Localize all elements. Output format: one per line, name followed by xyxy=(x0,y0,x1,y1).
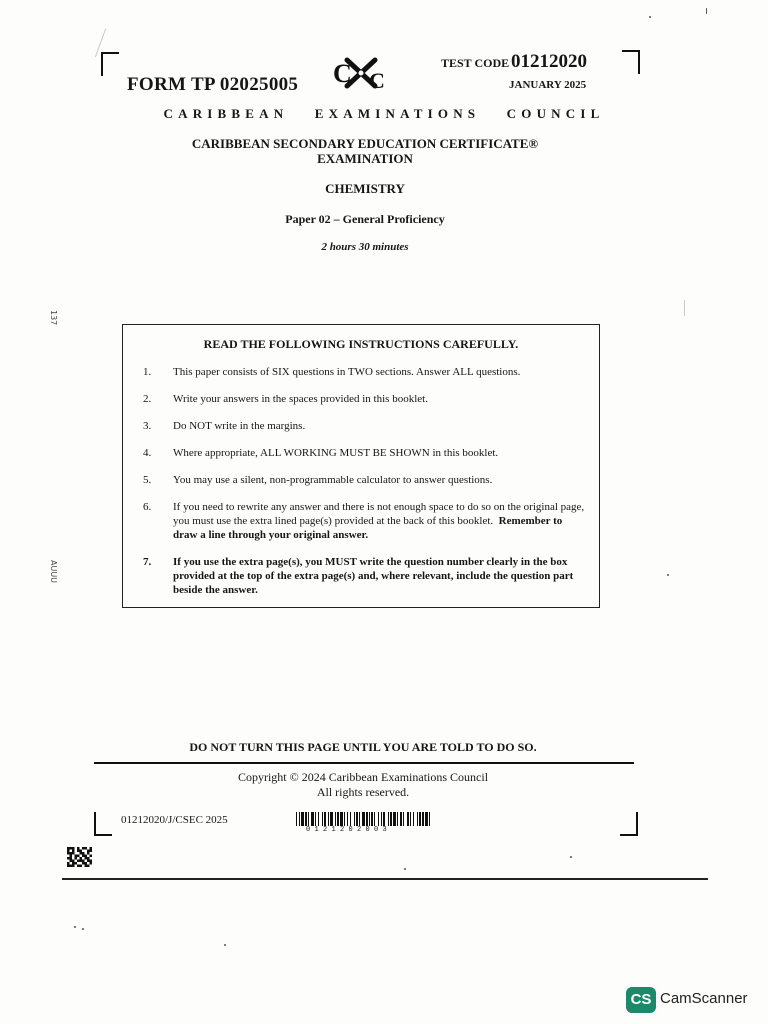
do-not-turn-warning: DO NOT TURN THIS PAGE UNTIL YOU ARE TOLD TO DO SO. xyxy=(189,740,537,754)
instruction-text-plain: If you need to rewrite any answer and there is not enough space to do so on the original page, you must use the extra lined page(s) provided at the back of this booklet. xyxy=(173,501,585,527)
camscanner-logo-icon: CS xyxy=(626,987,656,1013)
instruction-text: If you use the extra page(s), you MUST write the question number clearly in the box provided at the top of the extra page(s) and, where relevant, include the question part beside the answer. xyxy=(173,556,574,596)
qr-code-icon xyxy=(67,847,92,867)
instruction-number: 1. xyxy=(143,366,152,378)
instruction-text: Where appropriate, ALL WORKING MUST BE SHOWN in this booklet. xyxy=(173,447,499,459)
subject-title: CHEMISTRY xyxy=(325,181,405,196)
certificate-subtitle: EXAMINATION xyxy=(317,151,413,166)
exam-date: JANUARY 2025 xyxy=(509,79,587,91)
instruction-number: 5. xyxy=(143,474,152,486)
svg-text:C: C xyxy=(369,68,385,92)
page-bottom-edge xyxy=(62,878,708,880)
scan-speck xyxy=(570,856,572,858)
instruction-text: Do NOT write in the margins. xyxy=(173,420,306,432)
instruction-text: You may use a silent, non-programmable calculator to answer questions. xyxy=(173,474,493,486)
scan-speck xyxy=(706,8,707,14)
corner-mark-top-left xyxy=(101,52,119,76)
copyright-notice: Copyright © 2024 Caribbean Examinations Council xyxy=(237,770,489,784)
instructions-heading: READ THE FOLLOWING INSTRUCTIONS CAREFULLY. xyxy=(203,337,519,351)
scan-speck xyxy=(667,574,669,576)
scan-artifact xyxy=(684,300,685,316)
exam-duration: 2 hours 30 minutes xyxy=(321,241,409,253)
barcode-number: 0121202003 xyxy=(306,826,392,834)
scan-speck xyxy=(404,868,406,870)
footer-divider xyxy=(94,762,634,764)
instruction-number: 4. xyxy=(143,447,152,459)
form-code: FORM TP 02025005 xyxy=(127,74,299,95)
council-name: CARIBBEAN EXAMINATIONS COUNCIL xyxy=(163,106,605,121)
instruction-number: 2. xyxy=(143,393,152,405)
instruction-number: 3. xyxy=(143,420,152,432)
svg-text:C: C xyxy=(333,59,352,88)
camscanner-label: CamScanner xyxy=(660,990,748,1007)
margin-mark: 137 xyxy=(49,310,58,326)
corner-mark-top-right xyxy=(622,50,640,74)
test-code-label: TEST CODE xyxy=(441,56,510,70)
cxc-logo xyxy=(331,54,389,97)
paper-code: 01212020/J/CSEC 2025 xyxy=(121,814,228,826)
scan-speck xyxy=(74,926,76,928)
corner-mark-bottom-right xyxy=(620,812,638,836)
instruction-number: 6. xyxy=(143,501,152,513)
instruction-text-emphasis: Remember to draw a line through your original answer. xyxy=(173,515,563,541)
test-code-value: 01212020 xyxy=(511,51,587,72)
corner-mark-bottom-left xyxy=(94,812,112,836)
instruction-text xyxy=(173,500,585,542)
scan-speck xyxy=(82,928,84,930)
paper-title: Paper 02 – General Proficiency xyxy=(285,212,445,226)
scan-speck xyxy=(224,944,226,946)
scan-speck xyxy=(649,16,651,18)
margin-mark: AUUU xyxy=(49,560,58,584)
instruction-text: This paper consists of SIX questions in TWO sections. Answer ALL questions. xyxy=(173,366,521,378)
rights-notice: All rights reserved. xyxy=(316,785,410,799)
instructions-box xyxy=(122,324,600,608)
instruction-text: Write your answers in the spaces provided in this booklet. xyxy=(173,393,428,405)
instruction-number: 7. xyxy=(143,556,152,568)
certificate-title: CARIBBEAN SECONDARY EDUCATION CERTIFICATE® xyxy=(191,136,539,151)
